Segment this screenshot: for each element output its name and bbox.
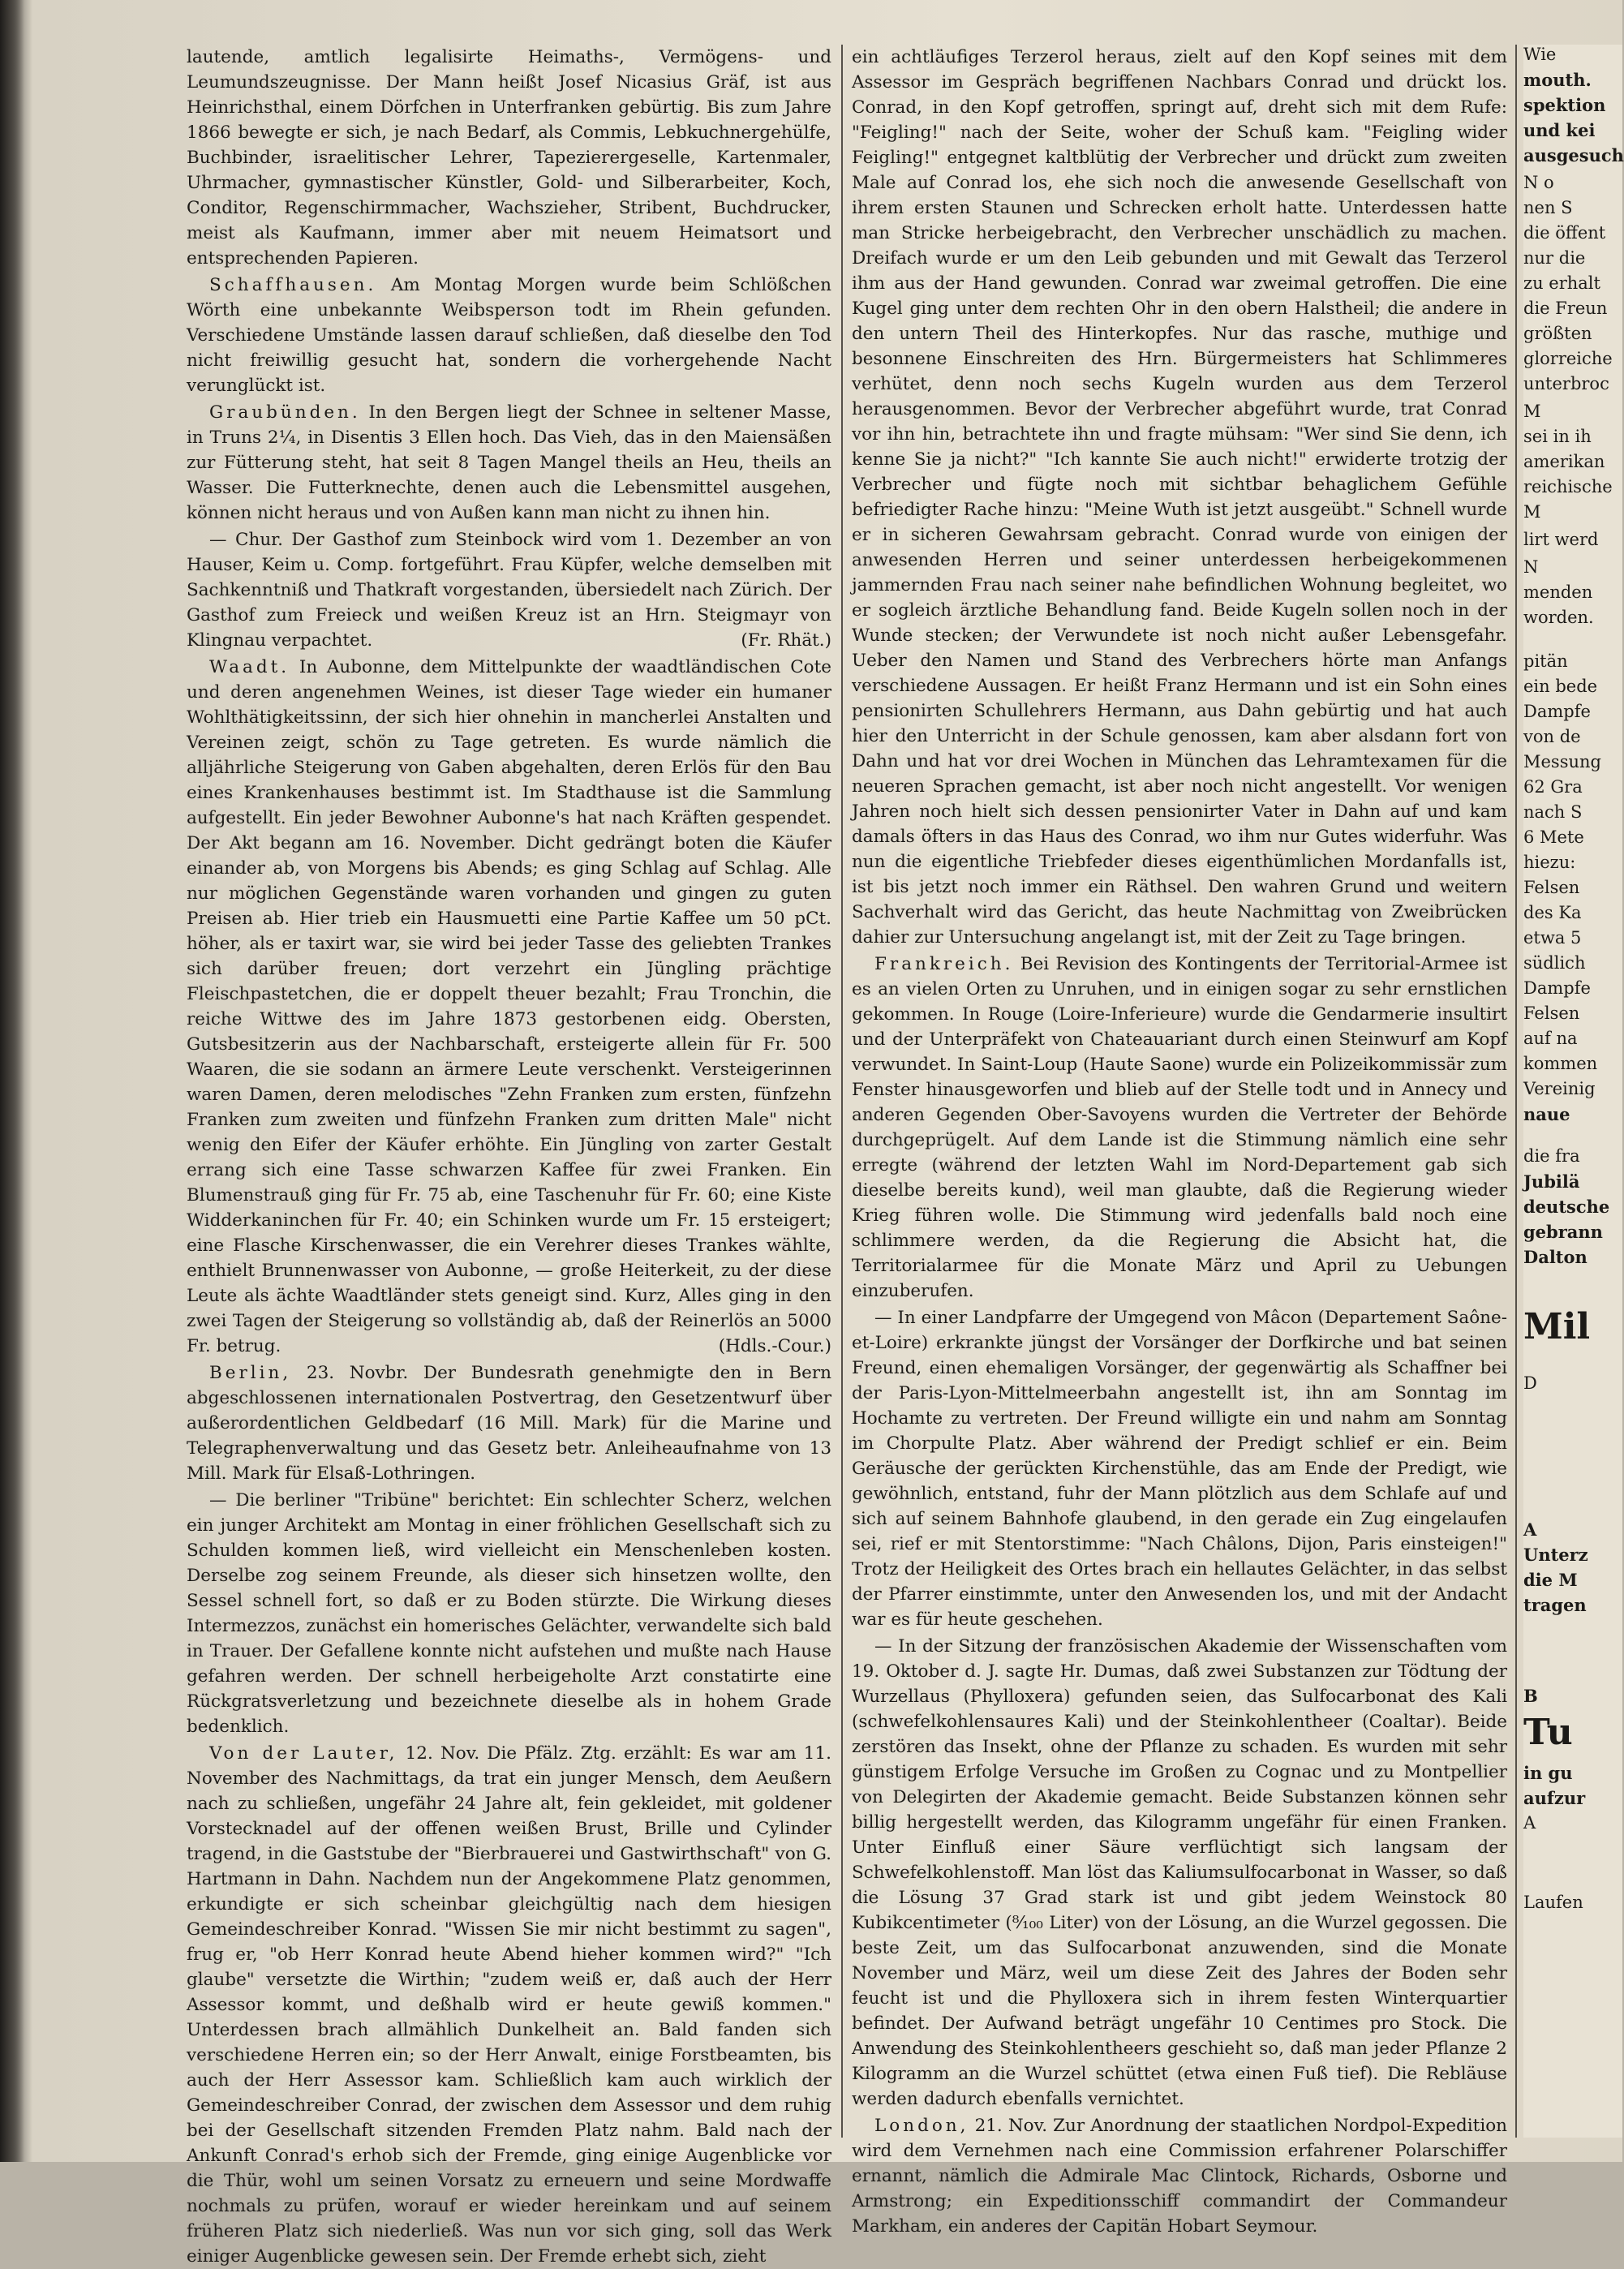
cut-off-text-fragment: auf na [1523,1029,1578,1048]
cut-off-text-fragment: deutsche [1523,1197,1610,1217]
cut-off-text-fragment: worden. [1523,608,1594,627]
binding-shadow [0,0,24,2162]
cut-off-text-fragment: 6 Mete [1523,827,1584,847]
paragraph-text: In den Bergen liegt der Schnee in seltener Masse, in Truns 2¼, in Disentis 3 Ellen hoch. Das Vieh, das in den Maiensäßen zur Fütterung steht, hat seit 8 Tagen Mangel theils an Heu, theils an Wasser. Die Futterknechte, denen auch die Lebensmittel ausgehen, können nicht heraus und von Außen kann man nicht zu ihnen hin. [187,402,831,523]
news-item [187,273,831,398]
news-item [187,1360,831,1486]
left-column [187,45,831,2267]
cut-off-text-fragment: von de [1523,727,1581,746]
article-paragraph [187,1488,831,1739]
source-credit: (Hdls.-Cour.) [718,1336,831,1356]
cut-off-text-fragment: die M [1523,1570,1578,1590]
cut-off-text-fragment: naue [1523,1104,1570,1124]
news-item [187,400,831,526]
cut-off-text-fragment: aufzur [1523,1788,1586,1808]
cut-off-text-fragment: Jubilä [1523,1171,1580,1192]
cut-off-text-fragment: des Ka [1523,903,1582,922]
cut-off-text-fragment: gebrann [1523,1222,1603,1242]
adjacent-page-fragment [1523,45,1622,2138]
dateline: Waadt. [209,657,290,677]
cut-off-text-fragment: N [1523,557,1539,577]
cut-off-text-fragment: Dampfe [1523,702,1591,721]
cut-off-text-fragment: Dalton [1523,1247,1587,1267]
cut-off-text-fragment: glorreiche [1523,349,1613,368]
news-item [187,655,831,1359]
paragraph-text: — Die berliner "Tribüne" berichtet: Ein schlechter Scherz, welchen ein junger Architekt am Montag in einer fröhlichen Gesellschaft sich zu Schulden kommen ließ, wird vielleicht ein Menschenleben kosten. Derselbe zog seinem Freunde, als dieser sich hinsetzen wollte, den Sessel schnell fort, so daß er zu Boden stürzte. Die Wirkung dieses Intermezzos, zunächst ein homerisches Gelächter, verwandelte sich bald in Trauer. Der Gefallene konnte nicht aufstehen und mußte nach Hause gefahren werden. Der schnell herbeigeholte Arzt constatirte eine Rückgratsverletzung und bezeichnete dieselbe als in hohem Grade bedenklich. [187,1490,831,1737]
cut-off-text-fragment: Vereinig [1523,1079,1596,1098]
cut-off-text-fragment: ein bede [1523,677,1598,696]
cut-off-text-fragment: M [1523,502,1541,522]
cut-off-text-fragment: zu erhalt [1523,273,1600,293]
news-item [852,952,1507,1304]
cut-off-text-fragment: D [1523,1373,1537,1393]
cut-off-text-fragment: kommen [1523,1054,1598,1073]
cut-off-text-fragment: Felsen [1523,878,1580,897]
cut-off-text-fragment: nen S [1523,198,1573,217]
cut-off-text-fragment: N o [1523,173,1554,192]
cut-off-text-fragment: Tu [1523,1712,1573,1753]
cut-off-text-fragment: pitän [1523,651,1568,671]
cut-off-text-fragment: 62 Gra [1523,777,1583,797]
cut-off-text-fragment: größten [1523,324,1592,343]
cut-off-text-fragment: hiezu: [1523,853,1576,872]
article-paragraph [852,1305,1507,1632]
paragraph-text: 21. Nov. Zur Anordnung der staatlichen Nordpol-Expedition wird dem Vernehmen nach eine Commission erfahrener Polarschiffer ernannt, nämlich die Admirale Mac Clintock, Richards, Osborne und Armstrong; ein Expeditionsschiff commandirt der Commandeur Markham, ein anderes der Capitän Hobart Seymour. [852,2116,1507,2237]
column-rule [841,45,843,2138]
paragraph-text: 12. Nov. Die Pfälz. Ztg. erzählt: Es war am 11. November des Nachmittags, da trat ein junger Mensch, dem Aeußern nach zu schließen, ungefähr 24 Jahre alt, fein gekleidet, mit goldener Vorstecknadel auf der offenen weißen Brust, Brille und Cylinder tragend, in die Gaststube der "Bierbrauerei und Gastwirthschaft" von G. Hartmann in Dahn. Nachdem nun der Angekommene Platz genommen, erkundigte er sich scheinbar gleichgültig nach dem hiesigen Gemeindeschreiber Konrad. "Wissen Sie mir nicht bestimmt zu sagen", frug er, "ob Herr Konrad heute Abend hieher kommen wird?" "Ich glaube" versetzte die Wirthin; "zudem weiß er, daß auch der Herr Assessor kommt, und deßhalb wird er heute gewiß kommen." Unterdessen brach allmählich Dunkelheit an. Bald fanden sich verschiedene Herren ein; so der Herr Anwalt, einige Forstbeamten, bis auch der Herr Assessor kam. Schließlich kam auch wirklich der Gemeindeschreiber Conrad, der zwischen dem Assessor und dem ruhig bei der Gesellschaft sitzenden Fremden Platz nahm. Bald nach der Ankunft Conrad's erhob sich der Fremde, ging einige Augenblicke vor die Thür, wohl um seinen Vorsatz zu erneuern und seine Mordwaffe nochmals zu prüfen, worauf er wieder hereinkam und auf seinem früheren Platz sich niederließ. Was nun vor sich ging, soll das Werk einiger Augenblicke gewesen sein. Der Fremde erhebt sich, zieht [187,1743,831,2267]
cut-off-text-fragment: sei in ih [1523,427,1592,446]
cut-off-text-fragment: Mil [1523,1306,1591,1347]
cut-off-text-fragment: nach S [1523,802,1583,822]
cut-off-text-fragment: ausgesuch [1523,145,1624,165]
cut-off-text-fragment: südlich [1523,953,1586,973]
cut-off-text-fragment: Laufen [1523,1893,1583,1912]
dateline: Graubünden. [209,402,361,423]
paragraph-text: In Aubonne, dem Mittelpunkte der waadtländischen Cote und deren angenehmen Weines, ist dieser Tage wieder ein humaner Wohlthätigkeitssinn, der sich hier ohnehin in mancherlei Anstalten und Vereinen zeigt, schön zu Tage getreten. Es wurde nämlich die alljährliche Steigerung von Gaben abgehalten, deren Erlös für den Bau eines Krankenhauses bestimmt ist. Im Stadthause ist die Sammlung aufgestellt. Ein jeder Bewohner Aubonne's hat nach Kräften gespendet. Der Akt begann am 16. November. Dicht gedrängt boten die Käufer einander ab, von Morgens bis Abends; es ging Schlag auf Schlag. Alle nur möglichen Gegenstände waren vorhanden und gingen zu guten Preisen ab. Hier trieb ein Hausmuetti eine Partie Kaffee um 50 pCt. höher, als er taxirt war, sie wird bei jeder Tasse des geliebten Trankes sich darüber freuen; dort verzehrt ein Jüngling prächtige Fleischpastetchen, die er doppelt theuer bezahlt; Frau Tronchin, die reiche Wittwe des im Jahre 1873 gestorbenen eidg. Obersten, Gutsbesitzerin aus der Nachbarschaft, ersteigerte allein für Fr. 500 Waaren, die sie sodann an ärmere Leute verschenkt. Versteigerinnen waren Damen, deren melodisches "Zehn Franken zum ersten, fünfzehn Franken zum zweiten und fünfzehn Franken zum dritten Male" nicht wenig den Eifer der Käufer erhöhte. Ein Jüngling von zarter Gestalt errang sich eine Tasse schwarzen Kaffee für zwei Franken. Ein Blumenstrauß ging für Fr. 75 ab, eine Taschenuhr für Fr. 60; eine Kiste Widderkaninchen für Fr. 40; ein Schinken wurde um Fr. 15 ersteigert; eine Flasche Kirschenwasser, die ein Verehrer dieses Trankes wählte, enthielt Brunnenwasser von Aubonne, — große Heiterkeit, zu der diese Leute als ächte Waadtländer stets geneigt sind. Kurz, Alles ging in den zwei Tagen der Steigerung so vollständig ab, daß der Reinerlös an 5000 Fr. betrug. [187,657,831,1356]
cut-off-text-fragment: und kei [1523,120,1596,140]
right-column [852,45,1507,2237]
cut-off-text-fragment: die fra [1523,1146,1580,1166]
article-paragraph [852,45,1507,950]
cut-off-text-fragment: lirt werd [1523,530,1599,549]
cut-off-text-fragment: unterbroc [1523,374,1609,393]
cut-off-text-fragment: Wie [1523,45,1557,64]
paragraph-text: 23. Novbr. Der Bundesrath genehmigte den in Bern abgeschlossenen internationalen Postvertrag, den Gesetzentwurf über außerordentlichen Geldbedarf (16 Mill. Mark) für die Marine und Telegraphenverwaltung und das Gesetz betr. Anleiheaufnahme von 13 Mill. Mark für Elsaß-Lothringen. [187,1363,831,1484]
cut-off-text-fragment: reichische [1523,477,1613,496]
cut-off-text-fragment: M [1523,402,1541,421]
paragraph-text: lautende, amtlich legalisirte Heimaths-, Vermögens- und Leumundszeugnisse. Der Mann heißt Josef Nicasius Gräf, ist aus Heinrichsthal, einem Dörfchen in Unterfranken gebürtig. Bis zum Jahre 1866 bewegte er sich, je nach Bedarf, als Commis, Lebkuchnergehülfe, Buchbinder, israelitischer Lehrer, Tapezierergeselle, Kartenmaler, Uhrmacher, gymnastischer Künstler, Gold- und Silberarbeiter, Koch, Conditor, Regenschirmmacher, Wachszieher, Stribent, Buchdrucker, meist als Kaufmann, immer aber mit neuem Heimatsort und entsprechenden Papieren. [187,47,831,269]
cut-off-text-fragment: A [1523,1519,1537,1540]
paragraph-text: — In der Sitzung der französischen Akademie der Wissenschaften vom 19. Oktober d. J. sagte Hr. Dumas, daß zwei Substanzen zur Tödtung der Wurzellaus (Phylloxera) gefunden seien, das Sulfocarbonat des Kali (schwefelkohlensaures Kali) und der Steinkohlentheer (Coaltar). Beide zerstören das Insekt, ohne der Pflanze zu schaden. Es wurden mit sehr günstigem Erfolge Versuche im Großen zu Cognac und zu Montpellier von Delegirten der Akademie gemacht. Beide Substanzen können sehr billig hergestellt werden, das Kilogramm ungefähr für einen Franken. Unter Einfluß einer Säure verflüchtigt sich langsam der Schwefelkohlenstoff. Man löst das Kaliumsulfocarbonat in Wasser, so daß die Lösung 37 Grad stark ist und gibt jedem Weinstock 80 Kubikcentimeter (⁸⁄₁₀₀ Liter) von der Lösung, an die Wurzel gegossen. Die beste Zeit, um das Sulfocarbonat anzuwenden, sind die Monate November und März, weil um diese Zeit des Jahres der Boden sehr feucht ist und die Phylloxera sich in ihrem festen Winterquartier befindet. Der Aufwand beträgt ungefähr 10 Centimes pro Stock. Die Anwendung des Steinkohlentheers geschieht so, daß man jeder Pflanze 2 Kilogramm an die Wurzel schüttet (etwa einen Fuß tief). Die Rebläuse werden dadurch ebenfalls vernichtet. [852,1636,1507,2109]
cut-off-text-fragment: Dampfe [1523,978,1591,998]
article-paragraph [187,527,831,653]
cut-off-text-fragment: tragen [1523,1595,1587,1615]
article-paragraph [187,45,831,271]
cut-off-text-fragment: Messung [1523,752,1601,771]
dateline: Schaffhausen. [209,275,377,295]
paragraph-text: Bei Revision des Kontingents der Territorial-Armee ist es an vielen Orten zu Unruhen, und in einigen sogar zu sehr ernstlichen gekommen. In Rouge (Loire-Inferieure) wurde die Gendarmerie insultirt und der Unterpräfekt von Chateauariant durch einen Steinwurf am Kopf verwundet. In Saint-Loup (Haute Saone) wurde ein Polizeikommissär zum Fenster hinausgeworfen und blieb auf der Stelle todt und in Annecy und anderen Gegenden Ober-Savoyens wurden die Vertreter der Behörde durchgeprügelt. Auf dem Lande ist die Stimmung nämlich eine sehr erregte (während der letzten Wahl im Nord-Departement gab sich dieselbe bereits kund), weil man glaubte, daß die Regierung wieder Krieg führen wolle. Die Stimmung wird jedenfalls bald noch eine schlimmere werden, da die Regierung die Absicht hat, die Territorialarmee für die Monate März und April zu Uebungen einzuberufen. [852,954,1507,1301]
cut-off-text-fragment: amerikan [1523,452,1605,471]
cut-off-text-fragment: Unterz [1523,1545,1588,1565]
paragraph-text: — In einer Landpfarre der Umgegend von Mâcon (Departement Saône-et-Loire) erkrankte jüngst der Vorsänger der Dorfkirche und bat seinen Freund, einen ehemaligen Vorsänger, der gegenwärtig als Schaffner bei der Paris-Lyon-Mittelmeerbahn angestellt ist, ihn am Sonntag im Hochamte zu vertreten. Der Freund willigte ein und nahm am Sonntag im Chorpulte Platz. Aber während der Predigt schlief er ein. Beim Geräusche der gerückten Kirchenstühle, das am Ende der Predigt, wie gewöhnlich, entstand, fuhr der Mann plötzlich aus dem Schlafe auf und sich auf seinem Bahnhofe glaubend, in den gerade ein Zug eingelaufen sei, rief er mit Stentorstimme: "Nach Châlons, Dijon, Paris einsteigen!" Trotz der Heiligkeit des Ortes brach ein hellautes Gelächter, in das selbst der Pfarrer einstimmte, unter den Anwesenden los, und mit der Andacht war es für heute geschehen. [852,1308,1507,1630]
cut-off-text-fragment: mouth. [1523,70,1592,90]
news-item [852,2113,1507,2239]
paragraph-text: — Chur. Der Gasthof zum Steinbock wird vom 1. Dezember an von Hauser, Keim u. Comp. fortgeführt. Frau Küpfer, welche demselben mit Sachkenntniß und Thatkraft vorgestanden, übersiedelt nach Zürich. Der Gasthof zum Freieck und weißen Kreuz ist an Hrn. Steigmayr von Klingnau verpachtet. [187,530,831,651]
cut-off-text-fragment: die Freun [1523,299,1608,318]
article-paragraph [852,1634,1507,2112]
cut-off-text-fragment: Felsen [1523,1003,1580,1023]
news-item [187,1741,831,2269]
dateline: Berlin, [209,1363,292,1383]
cut-off-text-fragment: B [1523,1686,1538,1706]
cut-off-text-fragment: in gu [1523,1763,1573,1783]
cut-off-text-fragment: die öffent [1523,223,1606,243]
paragraph-text: Am Montag Morgen wurde beim Schlößchen Wörth eine unbekannte Weibsperson todt im Rhein gefunden. Verschiedene Umstände lassen darauf schließen, daß dieselbe den Tod nicht freiwillig gesucht hat, sondern die vorhergehende Nacht verunglückt ist. [187,275,831,396]
source-credit: (Fr. Rhät.) [741,630,831,651]
cut-off-text-fragment: spektion [1523,95,1606,115]
cut-off-text-fragment: menden [1523,582,1593,602]
dateline: Von der Lauter, [209,1743,398,1764]
paragraph-text: ein achtläufiges Terzerol heraus, zielt auf den Kopf seines mit dem Assessor im Gespräch begriffenen Nachbars Conrad und drückt los. Conrad, in den Kopf getroffen, springt auf, dreht sich mit dem Rufe: "Feigling!" nach der Seite, woher der Schuß kam. "Feigling wider Feigling!" entgegnet kaltblütig der Verbrecher und drückt zum zweiten Male auf Conrad los, ehe sich noch die anwesende Gesellschaft von ihrem ersten Staunen und Schrecken erholt hatte. Unterdessen hatte man Stricke herbeigebracht, den Verbrecher unschädlich zu machen. Dreifach wurde er um den Leib gebunden und mit Gewalt das Terzerol ihm aus der Hand gewunden. Conrad war zweimal getroffen. Die eine Kugel ging unter dem rechten Ohr in den obern Halstheil; die andere in den untern Theil des Hinterkopfes. Nur das rasche, muthige und besonnene Einschreiten des Hrn. Bürgermeisters hat Schlimmeres verhütet, denn noch sechs Kugeln wurden aus dem Terzerol herausgenommen. Bevor der Verbrecher abgeführt wurde, trat Conrad vor ihn hin, betrachtete ihn und fragte mühsam: "Wer sind Sie denn, ich kenne Sie ja nicht?" "Ich kannte Sie auch nicht!" erwiderte trotzig der Verbrecher und fügte noch mit sichtbar behaglichem Gefühle befriedigter Rache hinzu: "Meine Wuth ist jetzt ausgeübt." Schnell wurde er in sicheren Gewahrsam gebracht. Conrad wurde von einigen der anwesenden Herren und seiner unterdessen herbeigekommenen jammernden Frau nach seiner nahe befindlichen Wohnung begleitet, wo er sogleich ärztliche Behandlung fand. Beide Kugeln sollen noch in der Wunde stecken; der Verwundete ist noch nicht außer Lebensgefahr. Ueber den Namen und Stand des Verbrechers hörte man Anfangs verschiedene Aussagen. Er heißt Franz Hermann und ist ein Sohn eines pensionirten Schullehrers Hermann, aus Dahn gebürtig und hat auch hier den Unterricht in der Schule genossen, kam aber alsdann fort von Dahn und hat vor drei Wochen in München das Lehramtexamen für die neueren Sprachen gemacht, ist aber noch nicht angestellt. Vor wenigen Jahren noch hielt sich dessen pensionirter Vater in Dahn auf und kam damals öfters in das Haus des Conrad, wo ihm nur Gutes widerfuhr. Was nun die eigentliche Triebfeder dieses eigenthümlichen Mordanfalls ist, ist bis jetzt noch immer ein Räthsel. Den wahren Grund und weitern Sachverhalt wird das Gericht, das heute Nachmittag von Zweibrücken dahier zur Untersuchung angelangt ist, mit der Zeit zu Tage bringen. [852,47,1507,948]
cut-off-text-fragment: A [1523,1813,1536,1833]
column-rule [1515,45,1517,2138]
cut-off-text-fragment: nur die [1523,248,1586,268]
dateline: Frankreich. [874,954,1014,974]
dateline: London, [874,2116,969,2136]
cut-off-text-fragment: etwa 5 [1523,928,1582,948]
